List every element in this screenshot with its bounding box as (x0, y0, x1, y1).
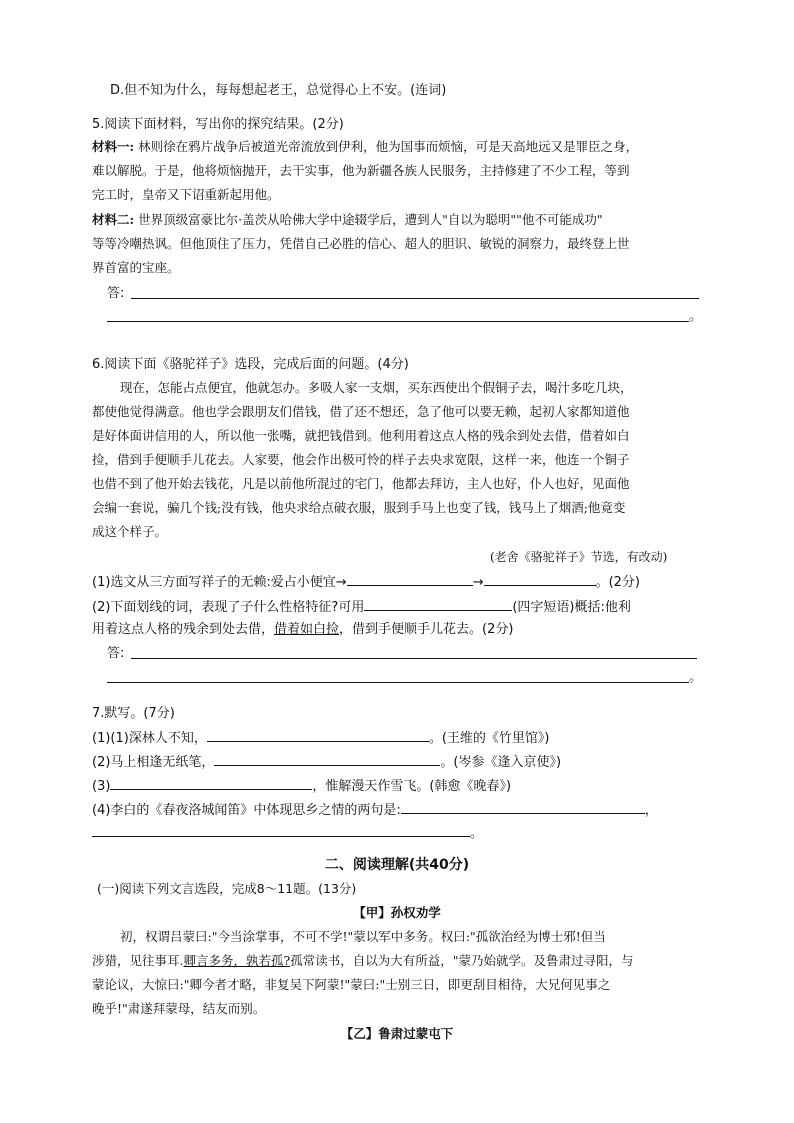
q6-quote-underlined: 借着如白捡 (274, 622, 340, 637)
q7-line-3-source: ，惟解漫天作雪飞。(韩愈《晚春》) (312, 779, 512, 794)
q6-source: (老舍《骆驼祥子》节选，有改动) (490, 550, 668, 564)
q6-sub-1-text: (1)选文从三方面写祥子的无赖:爱占小便宜→ (92, 575, 347, 590)
q6-sub-1-blank-2[interactable] (484, 572, 596, 586)
q5-m2-text-3: 界首富的宝座。 (92, 260, 180, 275)
q6-sub-2-quote (92, 621, 513, 639)
q6-passage-line-4: 捡，借到手便顺手儿花去。人家要，他会作出极可怜的样子去央求宽限，这样一来，他连一个铜子 (92, 452, 630, 467)
q7-line-1-text: (1)(1)深林人不知， (92, 731, 207, 746)
q5-m1-text-3: 完工时，皇帝又下诏重新起用他。 (92, 187, 280, 202)
jia-line-4: 晚乎!"肃遂拜蒙母，结友而别。 (92, 1001, 266, 1016)
q7-blank-3[interactable] (110, 776, 312, 790)
q7-line-4 (92, 800, 658, 820)
q5-answer-label: 答: (107, 286, 125, 301)
jia-line-2-b: 孤常读书，自以为大有所益，"蒙乃始就学。及鲁肃过寻阳，与 (290, 953, 634, 968)
q7-line-1-source: 。(王维的《竹里馆》) (428, 731, 550, 746)
q6-sub-2 (92, 597, 631, 617)
q4-option-d: D.但不知为什么，每每想起老王，总觉得心上不安。(连词) (110, 83, 447, 98)
jia-line-3: 蒙论议，大惊曰:"卿今者才略，非复吴下阿蒙!"蒙曰:"士别三日，即更刮目相待，大兄何见事之 (92, 977, 611, 992)
q7-blank-1[interactable] (207, 728, 429, 742)
q7-line-4-comma: ， (644, 803, 658, 818)
jia-line-1: 初，权谓吕蒙曰:"今当涂掌事，不可不学!"蒙以军中多务。权曰:"孤欲治经为博士邪!但当 (120, 929, 606, 944)
q7-line-4-text: (4)李白的《春夜洛城闻笛》中体现思乡之情的两句是: (92, 803, 401, 818)
q5-m2-text-2: 等等冷嘲热讽。但他顶住了压力，凭借自己必胜的信心、超人的胆识、敏锐的洞察力，最终登上世 (92, 236, 630, 251)
jia-line-2 (92, 952, 633, 970)
q6-quote-part-2: ，借到手便顺手儿花去。(2分) (339, 622, 514, 637)
q6-sub-2-blank[interactable] (364, 597, 512, 611)
q5-m2-text-1: 世界顶级富豪比尔·盖茨从哈佛大学中途辍学后，遭到人"自以为聪明""他不可能成功" (138, 212, 603, 227)
q7-line-3-text: (3) (92, 779, 111, 794)
q5-material-2-line-1 (92, 211, 603, 229)
q6-sub-2-text: (2)下面划线的词，表现了子什么性格特征?可用 (92, 600, 365, 615)
q6-passage-line-2: 都使他觉得满意。他也学会跟朋友们借钱，借了还不想还，急了他可以要无赖，起初人家都知道他 (92, 404, 630, 419)
q6-sub-1-blank-1[interactable] (347, 572, 473, 586)
q7-line-2-text: (2)马上相逢无纸笔， (92, 755, 215, 770)
q6-sub-2-text-b: (四字短语)概括:他利 (512, 600, 631, 615)
q5-material-2-label: 材料二: (92, 212, 135, 227)
q6-answer-label: 答: (107, 646, 125, 661)
q7-line-5 (92, 823, 483, 843)
q7-line-2 (92, 752, 561, 772)
q7-line-2-source: 。(岑参《逢入京使》) (440, 755, 562, 770)
q5-m1-text-1: 林则徐在鸦片战争后被道光帝流放到伊利，他为国事而烦恼，可是天高地远又是罪臣之身， (138, 139, 639, 154)
q7-blank-2[interactable] (214, 752, 440, 766)
q6-passage-line-7: 成这个样子。 (92, 524, 168, 539)
q7-prompt: 7.默写。(7分) (92, 706, 175, 721)
part2-subheading: (一)阅读下列文言选段，完成8～11题。(13分) (97, 881, 357, 896)
q7-line-3 (92, 776, 511, 796)
q6-sub-1-arrow: → (472, 575, 484, 590)
q7-line-1 (92, 728, 550, 748)
q6-answer-line-2[interactable] (107, 682, 689, 683)
jia-line-2-a: 涉猎，见往事耳. (92, 953, 184, 968)
q6-passage-line-6: 会编一套说，骗几个钱;没有钱，他央求给点破衣服，服到手马上也变了钱，钱马上了烟酒;他竟变 (92, 500, 626, 515)
q6-sub-1-end: 。(2分) (595, 575, 641, 590)
q5-answer-period: 。 (689, 309, 703, 324)
q7-blank-4[interactable] (401, 800, 645, 814)
q5-answer-line-2[interactable] (107, 321, 689, 322)
q6-passage-line-3: 是好体面讲信用的人，所以他一张嘴，就把钱借到。他利用着这点人格的残余到处去借，借着如白 (92, 428, 630, 443)
q5-material-1-line-1 (92, 138, 638, 156)
q5-material-1-label: 材料一: (92, 139, 135, 154)
q6-quote-part-1: 用着这点人格的残余到处去借， (92, 622, 275, 637)
q5-m1-text-2: 难以解脱。于是，他将烦恼抛开，去干实事，他为新疆各族人民服务，主持修建了不少工程，等到 (92, 163, 630, 178)
q7-line-5-end: 。 (470, 826, 484, 841)
q6-answer-line-1[interactable] (131, 658, 697, 659)
jia-line-2-underlined: 卿言多务，孰若孤? (183, 953, 291, 968)
part2-heading: 二、阅读理解(共40分) (324, 857, 470, 873)
q6-passage-line-1: 现在，怎能占点便宜，他就怎办。多吸人家一支烟，买东西使出个假铜子去，喝汁多吃几块， (120, 380, 633, 395)
yi-title: 【乙】鲁肃过蒙屯下 (340, 1026, 454, 1041)
q6-passage-line-5: 也借不到了他开始去钱花，凡是以前他所混过的宅门，他都去拜访，主人也好，仆人也好，见面他 (92, 476, 630, 491)
q7-blank-5[interactable] (92, 823, 470, 837)
q6-sub-1 (92, 572, 640, 592)
jia-title: 【甲】孙权劝学 (353, 905, 441, 920)
q6-answer-period: 。 (689, 670, 703, 685)
q5-answer-line-1[interactable] (131, 298, 699, 299)
q6-prompt: 6.阅读下面《骆驼祥子》选段，完成后面的问题。(4分) (92, 357, 409, 372)
q5-prompt: 5.阅读下面材料，写出你的探究结果。(2分) (92, 117, 344, 132)
